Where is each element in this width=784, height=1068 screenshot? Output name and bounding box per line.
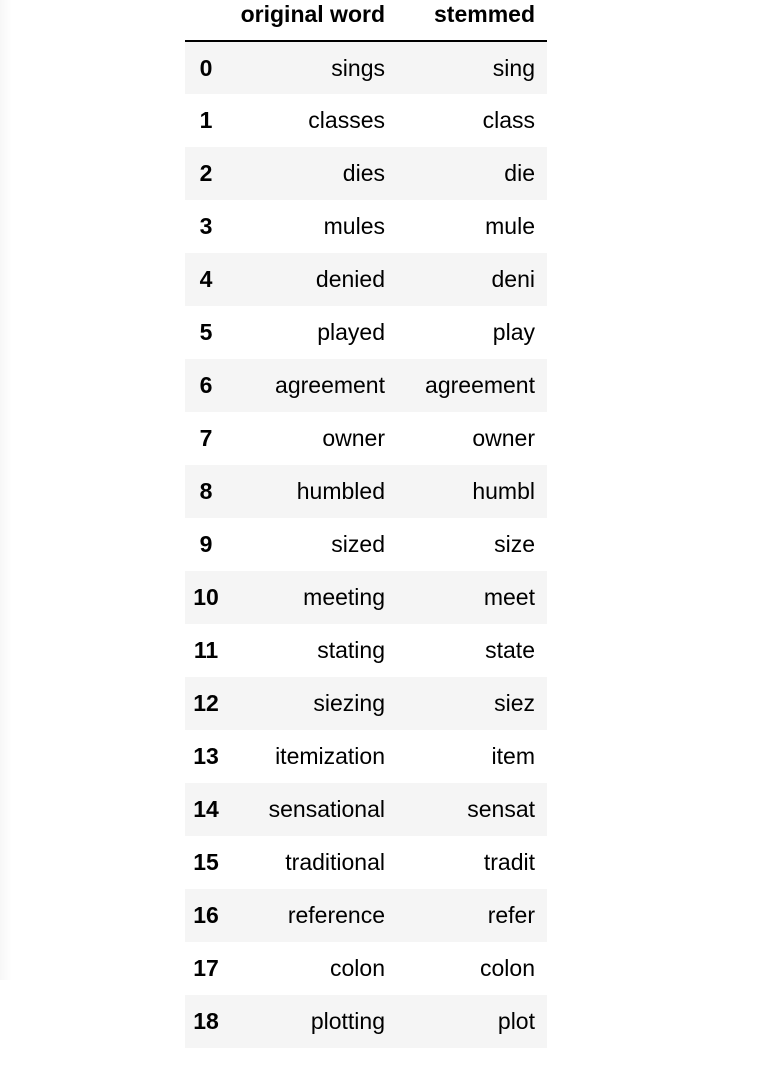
stemmed-cell: plot [497,1008,535,1034]
table-row [185,147,547,200]
stemmed-cell: mule [485,213,535,239]
original-word-cell: itemization [275,743,385,769]
stemmed-cell: owner [472,425,535,451]
table-row [185,253,547,306]
stemmed-cell: sensat [467,796,535,822]
stemmed-cell: meet [483,584,535,610]
row-index: 17 [193,955,219,981]
original-word-cell: sings [331,54,385,81]
stemmed-cell: play [492,319,535,345]
stemming-table [185,0,547,1048]
stemmed-cell: item [491,743,535,769]
table-row [185,412,547,465]
stemmed-cell: state [485,637,535,663]
left-margin-shade [0,0,12,980]
table-row [185,942,547,995]
table-row [185,783,547,836]
row-index: 1 [199,107,213,133]
table-row [185,306,547,359]
dataframe-output [185,0,547,1048]
original-word-cell: sensational [268,796,385,822]
row-index: 18 [193,1008,219,1034]
row-index: 10 [193,584,219,610]
original-word-cell: owner [322,425,385,451]
table-row [185,624,547,677]
original-word-cell: dies [342,160,385,186]
row-index: 3 [199,213,213,239]
row-index: 13 [193,743,219,769]
table-row [185,41,547,94]
original-word-cell: denied [315,266,385,292]
row-index: 6 [199,372,213,398]
row-index: 15 [193,849,219,875]
row-index: 8 [199,478,213,504]
index-header [185,0,237,41]
row-index: 0 [199,54,213,81]
table-header [185,0,547,41]
stemmed-cell: size [494,531,535,557]
stemmed-cell: tradit [483,849,535,875]
stemmed-cell: humbl [472,478,535,504]
header-row [185,0,547,41]
table-row [185,889,547,942]
original-word-cell: classes [308,107,385,133]
original-word-cell: meeting [303,584,385,610]
original-word-cell: siezing [313,690,385,716]
original-word-cell: humbled [296,478,385,504]
stemmed-cell: colon [480,955,535,981]
original-word-cell: agreement [275,372,385,398]
original-word-cell: mules [323,213,385,239]
original-word-cell: plotting [310,1008,385,1034]
stemmed-cell: sing [492,54,535,81]
stemmed-cell: die [504,160,535,186]
table-row [185,571,547,624]
original-word-cell: traditional [285,849,385,875]
row-index: 4 [199,266,213,292]
row-index: 2 [199,160,213,186]
original-word-cell: stating [317,637,385,663]
row-index: 5 [199,319,213,345]
original-word-cell: sized [331,531,385,557]
table-row [185,200,547,253]
table-row [185,518,547,571]
stemmed-cell: siez [494,690,535,716]
table-row [185,836,547,889]
column-header-original-word: original word [237,0,397,41]
row-index: 12 [193,690,219,716]
column-header-stemmed: stemmed [397,0,547,41]
table-row [185,94,547,147]
original-word-cell: colon [330,955,385,981]
table-row [185,465,547,518]
table-body [185,41,547,1048]
stemmed-cell: agreement [425,372,535,398]
table-row [185,359,547,412]
row-index: 11 [193,637,219,663]
stemmed-cell: class [482,107,535,133]
original-word-cell: reference [287,902,385,928]
stemmed-cell: deni [491,266,535,292]
original-word-cell: played [317,319,385,345]
row-index: 14 [193,796,219,822]
row-index: 7 [199,425,213,451]
table-row [185,995,547,1048]
table-row [185,730,547,783]
row-index: 9 [199,531,213,557]
table-row [185,677,547,730]
row-index: 16 [193,902,219,928]
stemmed-cell: refer [487,902,535,928]
